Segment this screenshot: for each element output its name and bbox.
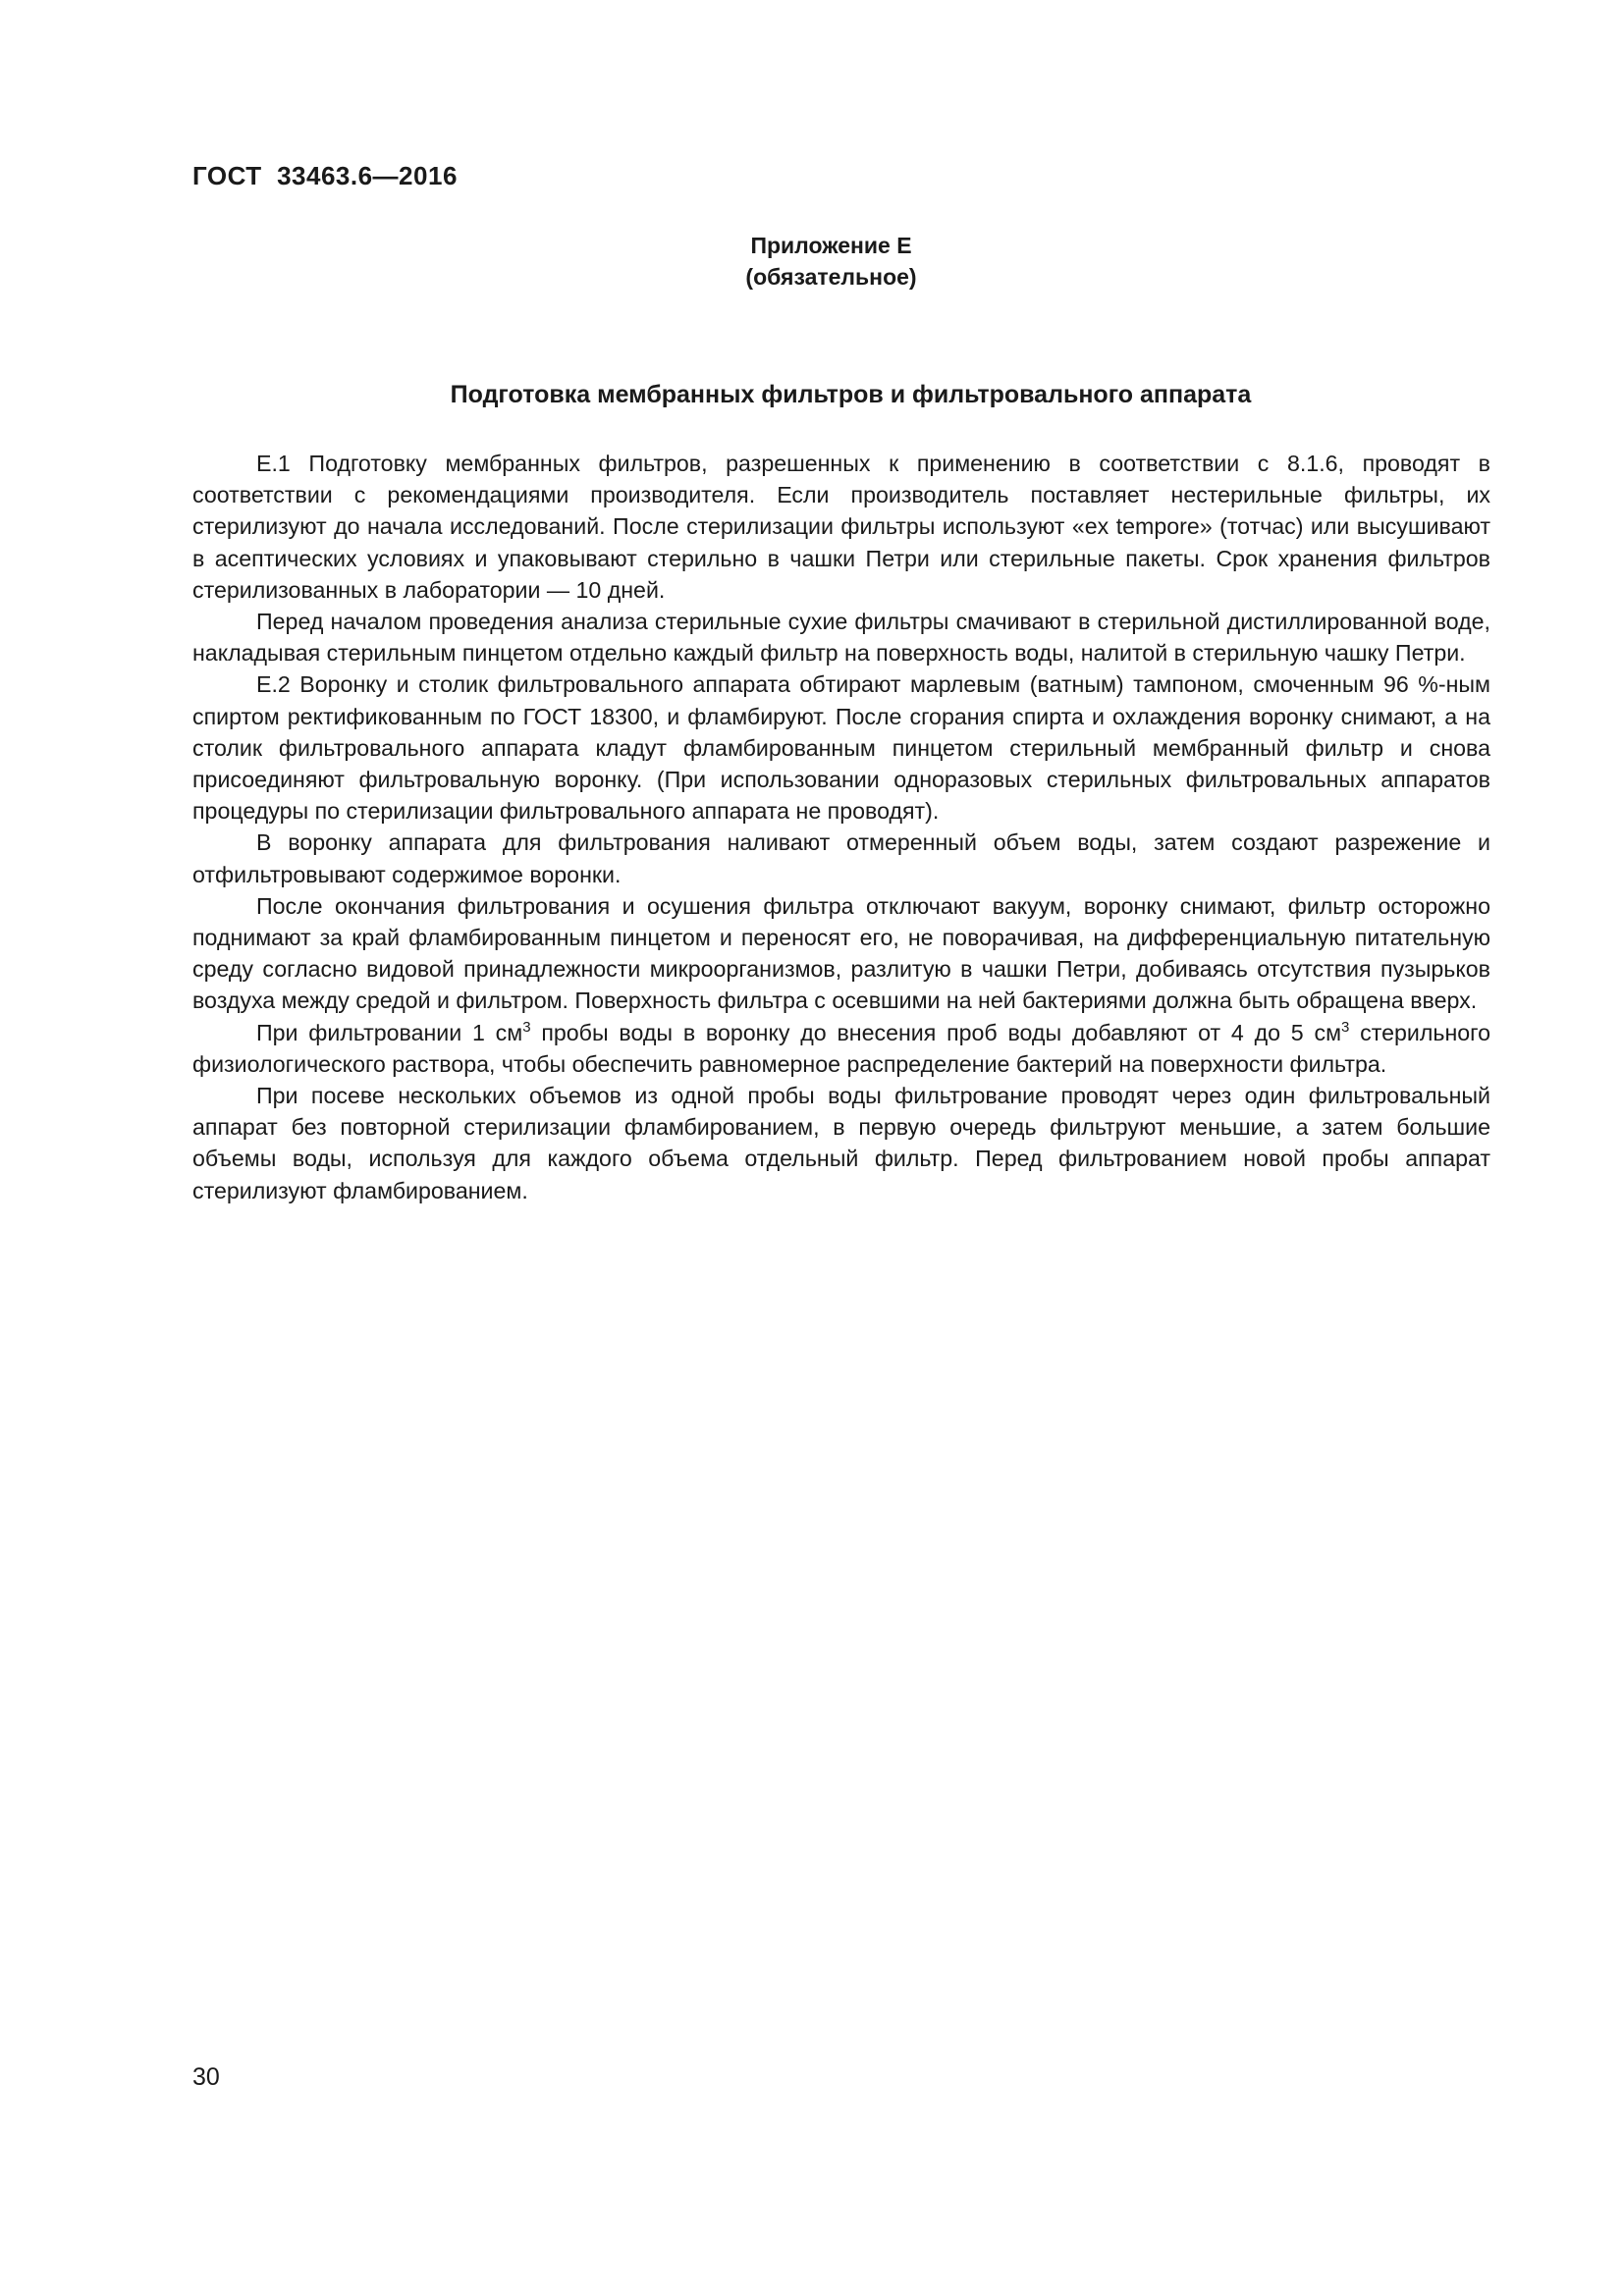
paragraph-small-volume-part3: стерильного физиологического раствора, чтобы обеспечить равномерное распределение бактерий на поверхности фильтра. xyxy=(192,1019,1490,1077)
document-code-header: ГОСТ 33463.6—2016 xyxy=(192,161,458,190)
superscript-cube: 3 xyxy=(522,1018,531,1036)
paragraph-wetting-filters: Перед началом проведения анализа стерильные сухие фильтры смачивают в стерильной дистиллированной воде, накладывая стерильным пинцетом отдельно каждый фильтр на поверхность воды, налитой в стерильную чашку Петри. xyxy=(192,609,1490,667)
body-text xyxy=(192,448,1490,1206)
appendix-heading xyxy=(0,230,1623,293)
paragraph-multiple-volumes: При посеве нескольких объемов из одной пробы воды фильтрование проводят через один фильтровальный аппарат без повторной стерилизации фламбированием, в первую очередь фильтруют меньшие, а затем большие объемы воды, используя для каждого объема отдельный фильтр. Перед фильтрованием новой пробы аппарат стерилизуют фламбированием. xyxy=(192,1083,1490,1203)
appendix-status: (обязательное) xyxy=(745,264,917,290)
appendix-title: Приложение Е xyxy=(750,233,912,258)
paragraph-filter-transfer: После окончания фильтрования и осушения фильтра отключают вакуум, воронку снимают, фильтр осторожно поднимают за край фламбированным пинцетом и переносят его, не поворачивая, на дифференциальную питательную среду согласно видовой принадлежности микроорганизмов, разлитую в чашки Петри, добиваясь отсутствия пузырьков воздуха между средой и фильтром. Поверхность фильтра с осевшими на ней бактериями должна быть обращена вверх. xyxy=(192,892,1490,1014)
paragraph-small-volume-part1: При фильтровании 1 см xyxy=(256,1019,523,1045)
paragraph-small-volume xyxy=(192,1017,1490,1080)
paragraph-funnel-filling: В воронку аппарата для фильтрования наливают отмеренный объем воды, затем создают разрежение и отфильтровывают содержимое воронки. xyxy=(192,829,1490,887)
paragraph-e2: Е.2 Воронку и столик фильтровального аппарата обтирают марлевым (ватным) тампоном, смоченным 96 %-ным спиртом ректификованным по ГОСТ 18300, и фламбируют. После сгорания спирта и охлаждения воронку снимают, а на столик фильтровального аппарата кладут фламбированным пинцетом стерильный мембранный фильтр и снова присоединяют фильтровальную воронку. (При использовании одноразовых стерильных фильтровальных аппаратов процедуры по стерилизации фильтровального аппарата не проводят). xyxy=(192,671,1490,825)
paragraph-e1: Е.1 Подготовку мембранных фильтров, разрешенных к применению в соответствии с 8.1.6, проводят в соответствии с рекомендациями производителя. Если производитель поставляет нестерильные фильтры, их стерилизуют до начала исследований. После стерилизации фильтры используют «ex tempore» (тотчас) или высушивают в асептических условиях и упаковывают стерильно в чашки Петри или стерильные пакеты. Срок хранения фильтров стерилизованных в лаборатории — 10 дней. xyxy=(192,451,1490,603)
page-number: 30 xyxy=(192,2063,220,2091)
paragraph-small-volume-part2: пробы воды в воронку до внесения проб воды добавляют от 4 до 5 см xyxy=(530,1019,1342,1045)
section-title: Подготовка мембранных фильтров и фильтровального аппарата xyxy=(450,381,1252,408)
superscript-cube: 3 xyxy=(1341,1018,1350,1036)
